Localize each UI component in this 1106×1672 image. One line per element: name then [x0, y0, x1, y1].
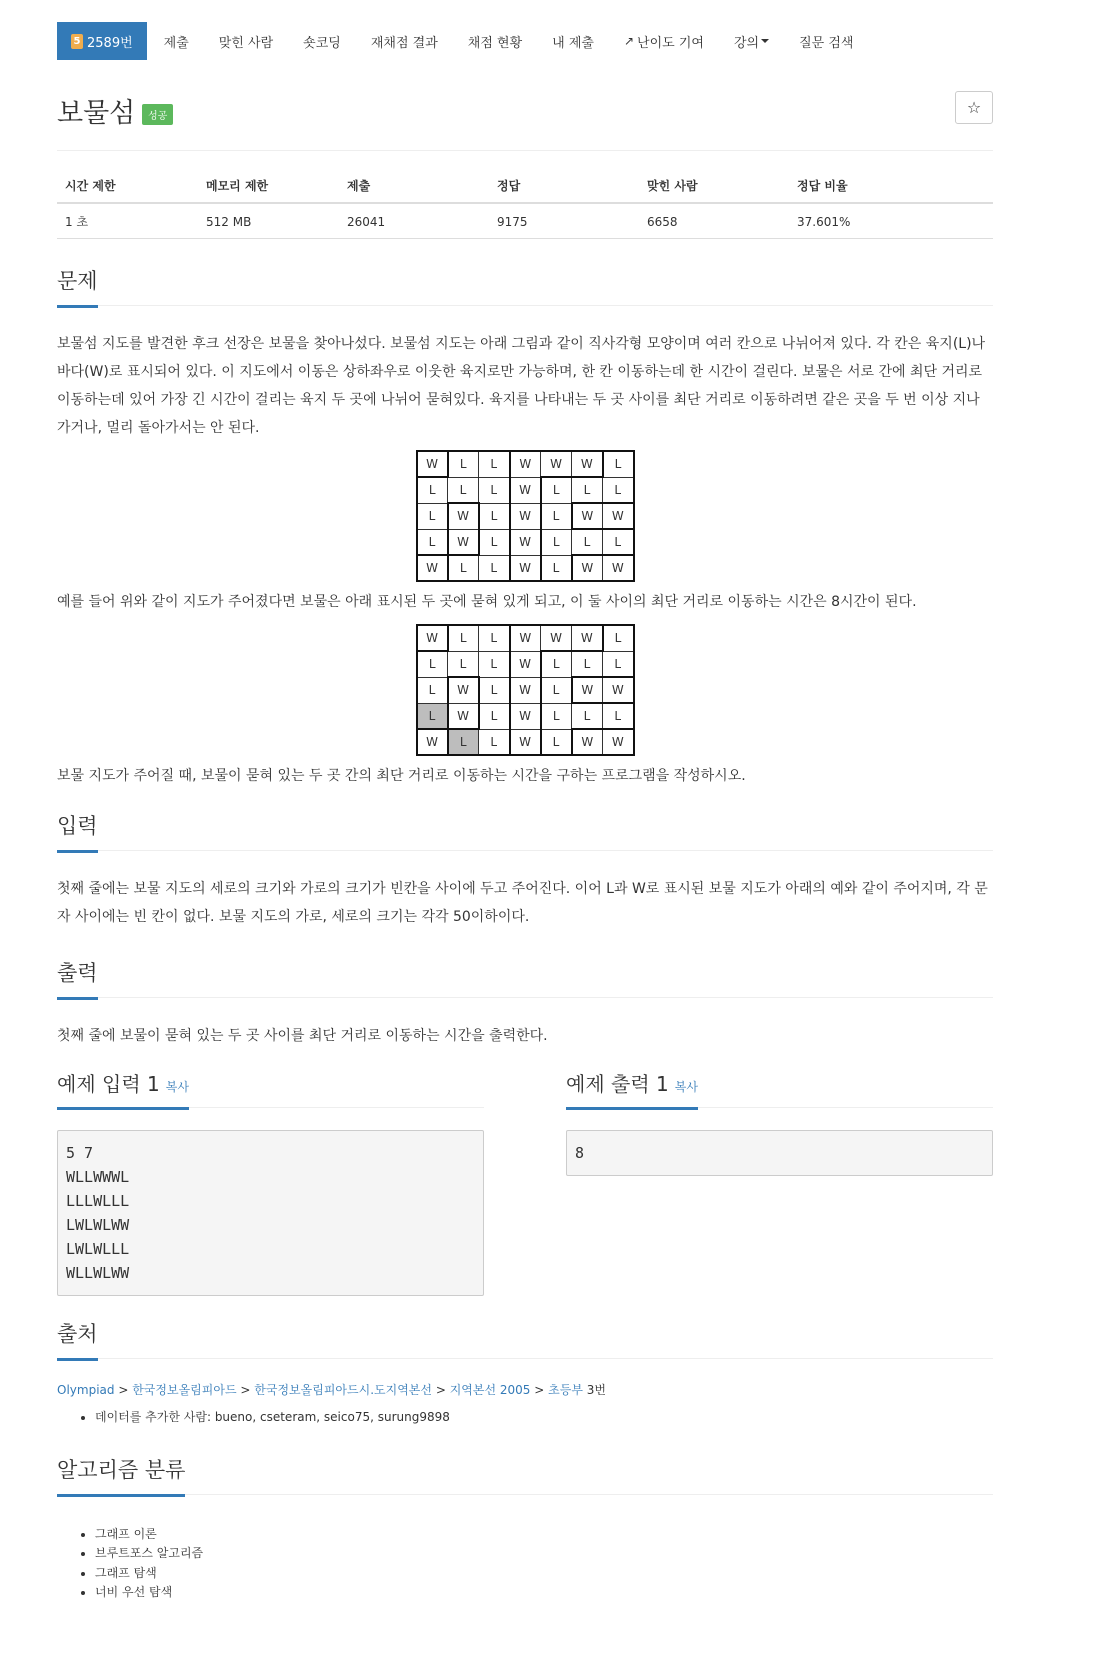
tab-status[interactable]: 채점 현황: [467, 35, 523, 51]
breadcrumb-separator: >: [118, 1383, 129, 1397]
map-cell: L: [603, 703, 634, 729]
map-cell: L: [572, 477, 603, 503]
map-grid-row: [417, 625, 634, 651]
info-value: 9175: [489, 203, 639, 239]
tab-questions[interactable]: 질문 검색: [799, 35, 854, 51]
info-value: 26041: [339, 203, 489, 239]
map-cell: W: [572, 677, 603, 703]
algorithm-tags: [95, 1525, 993, 1603]
info-value: 37.601%: [789, 203, 993, 239]
breadcrumb-separator: >: [435, 1383, 446, 1397]
tab-difficulty-label: 난이도 기여: [637, 35, 704, 51]
input-section-header: [57, 810, 993, 851]
map-cell: L: [541, 677, 572, 703]
map-cell: L: [448, 451, 479, 477]
problem-info-table: [57, 165, 993, 239]
map-cell: L: [479, 529, 510, 555]
map-cell: L: [572, 651, 603, 677]
map-grid-row: [417, 503, 634, 529]
source-breadcrumb: [57, 1381, 993, 1398]
map-cell: L: [417, 477, 448, 503]
info-value: 6658: [639, 203, 789, 239]
map-cell: L: [603, 625, 634, 651]
copy-output-button[interactable]: 복사: [674, 1080, 698, 1094]
sample-input-title: 예제 입력 1: [57, 1072, 160, 1096]
map-cell: W: [417, 555, 448, 581]
map-cell: L: [479, 477, 510, 503]
map-cell: L: [541, 651, 572, 677]
info-header: 정답 비율: [789, 165, 993, 203]
map-cell: L: [448, 625, 479, 651]
info-value-row: [57, 203, 993, 239]
map-cell: W: [510, 651, 541, 677]
map-cell: W: [510, 451, 541, 477]
map-cell: W: [448, 503, 479, 529]
section-title: 입력: [57, 810, 98, 853]
tab-submit[interactable]: 제출: [163, 35, 189, 51]
source-link-koi[interactable]: 한국정보올림피아드: [132, 1383, 237, 1397]
map-cell: W: [510, 625, 541, 651]
map-figure-1: [57, 450, 993, 582]
map-cell: L: [572, 703, 603, 729]
sample-output-title: 예제 출력 1: [566, 1072, 669, 1096]
map-cell: W: [448, 703, 479, 729]
source-link-2005[interactable]: 지역본선 2005: [449, 1383, 531, 1397]
map-cell: L: [448, 651, 479, 677]
map-cell: L: [479, 451, 510, 477]
page-title: 보물섬: [57, 98, 136, 129]
tab-problem[interactable]: [57, 22, 147, 60]
section-title: 알고리즘 분류: [57, 1454, 185, 1497]
map-cell: W: [510, 529, 541, 555]
info-header: 시간 제한: [57, 165, 198, 203]
info-header-row: [57, 165, 993, 203]
tab-short-coding[interactable]: 숏코딩: [303, 35, 341, 51]
data-contributors: [95, 1408, 993, 1428]
algorithm-tag[interactable]: • 너비 우선 탐색: [95, 1583, 993, 1603]
map-grid-row: [417, 477, 634, 503]
tab-solved-users[interactable]: 맞힌 사람: [218, 35, 274, 51]
map-cell: L: [541, 477, 572, 503]
map-cell: W: [417, 729, 448, 755]
map-cell: W: [417, 625, 448, 651]
map-cell: L: [448, 477, 479, 503]
map-cell: L: [603, 477, 634, 503]
section-title: 출력: [57, 957, 98, 1000]
map-cell: L: [479, 625, 510, 651]
example-description: 예를 들어 위와 같이 지도가 주어졌다면 보물은 아래 표시된 두 곳에 묻혀 있게 되고, 이 둘 사이의 최단 거리로 이동하는 시간은 8시간이 된다.: [57, 594, 917, 610]
map-cell: L: [479, 555, 510, 581]
algorithm-tag[interactable]: • 그래프 탐색: [95, 1564, 993, 1584]
breadcrumb-separator: >: [240, 1383, 251, 1397]
caret-down-icon: [761, 39, 769, 43]
tab-lectures[interactable]: [719, 22, 784, 60]
map-cell: L: [448, 555, 479, 581]
map-grid-highlighted: [416, 624, 635, 756]
sample-input: 5 7 WLLWWWL LLLWLLL LWLWLWW LWLWLLL WLLWLWW: [57, 1130, 484, 1296]
map-cell: L: [479, 677, 510, 703]
section-title: [57, 1068, 189, 1110]
sample-input-block: [57, 1068, 484, 1296]
external-link-icon: ↗: [623, 34, 635, 48]
map-grid-row: [417, 451, 634, 477]
algorithm-section-header: [57, 1454, 993, 1495]
map-cell: L: [479, 729, 510, 755]
map-cell: L: [417, 677, 448, 703]
output-section-header: [57, 957, 993, 998]
map-grid-row: [417, 529, 634, 555]
map-cell: L: [541, 529, 572, 555]
map-cell: W: [572, 729, 603, 755]
map-cell: W: [572, 503, 603, 529]
map-cell: L: [603, 529, 634, 555]
map-cell: W: [572, 625, 603, 651]
map-cell: W: [510, 729, 541, 755]
problem-section-header: [57, 265, 993, 306]
map-cell: W: [448, 677, 479, 703]
copy-input-button[interactable]: 복사: [165, 1080, 189, 1094]
info-header: 맞힌 사람: [639, 165, 789, 203]
map-cell: W: [448, 529, 479, 555]
map-cell: L: [541, 729, 572, 755]
map-grid-row: [417, 703, 634, 729]
info-header: 제출: [339, 165, 489, 203]
map-cell: L: [417, 703, 448, 729]
map-cell: L: [572, 529, 603, 555]
tier-badge-icon: 5: [71, 34, 83, 49]
title-row: [57, 71, 993, 151]
problem-number: 2589번: [87, 35, 133, 51]
map-cell: L: [417, 651, 448, 677]
info-header: 메모리 제한: [198, 165, 339, 203]
algorithm-tag[interactable]: • 그래프 이론: [95, 1525, 993, 1545]
map-cell: W: [541, 625, 572, 651]
map-cell: W: [603, 729, 634, 755]
map-cell: W: [603, 555, 634, 581]
map-cell: W: [510, 503, 541, 529]
problem-nav: [57, 11, 993, 71]
map-cell: W: [541, 451, 572, 477]
map-cell: L: [417, 529, 448, 555]
output-description: 첫째 줄에 보물이 묻혀 있는 두 곳 사이를 최단 거리로 이동하는 시간을 출력한다.: [57, 1028, 548, 1044]
source-link-elementary[interactable]: 초등부: [548, 1383, 583, 1397]
map-cell: L: [479, 503, 510, 529]
breadcrumb-separator: >: [534, 1383, 545, 1397]
status-badge: 성공: [142, 104, 173, 125]
map-grid: [416, 450, 635, 582]
sample-input-header: [57, 1068, 484, 1108]
info-header: 정답: [489, 165, 639, 203]
map-cell: W: [417, 451, 448, 477]
map-cell: L: [417, 503, 448, 529]
map-cell: W: [510, 677, 541, 703]
map-cell: W: [510, 555, 541, 581]
sample-output-header: [566, 1068, 993, 1108]
map-cell: L: [541, 703, 572, 729]
map-cell: L: [541, 555, 572, 581]
source-problem-index: 3번: [586, 1383, 606, 1397]
map-cell: W: [572, 451, 603, 477]
tab-my-submissions[interactable]: 내 제출: [552, 35, 594, 51]
map-cell: W: [572, 555, 603, 581]
map-cell: W: [603, 503, 634, 529]
map-cell: L: [448, 729, 479, 755]
map-grid-row: [417, 555, 634, 581]
tab-difficulty[interactable]: [609, 22, 719, 60]
tab-rejudge[interactable]: 재채점 결과: [370, 35, 438, 51]
info-value: 512 MB: [198, 203, 339, 239]
problem-description: 보물섬 지도를 발견한 후크 선장은 보물을 찾아나섰다. 보물섬 지도는 아래 그림과 같이 직사각형 모양이며 여러 칸으로 나뉘어져 있다. 각 칸은 육지(L)나 바다(W)로 표시되어 있다. 이 지도에서 이동은 상하좌우로 이웃한 육지로만 가능하며, 한 칸 이동하는데 한 시간이 걸린다. 보물은 서로 간에 최단 거리로 이동하는데 있어 가장 긴 시간이 걸리는 육지 두 곳에 나뉘어 묻혀있다. 육지를 나타내는 두 곳 사이를 최단 거리로 이동하려면 같은 곳을 두 번 이상 지나가거나, 멀리 돌아가서는 안 된다.: [57, 336, 986, 436]
map-cell: W: [510, 703, 541, 729]
map-cell: W: [510, 477, 541, 503]
section-title: 출처: [57, 1318, 98, 1361]
map-grid-row: [417, 729, 634, 755]
page: [57, 0, 993, 1603]
map-cell: W: [603, 677, 634, 703]
map-figure-2: [57, 624, 993, 756]
map-grid-row: [417, 651, 634, 677]
samples: [57, 1068, 993, 1296]
sample-output-block: [566, 1068, 993, 1296]
input-description: 첫째 줄에는 보물 지도의 세로의 크기와 가로의 크기가 빈칸을 사이에 두고 주어진다. 이어 L과 W로 표시된 보물 지도가 아래의 예와 같이 주어지며, 각 문자 사이에는 빈 칸이 없다. 보물 지도의 가로, 세로의 크기는 각각 50이하이다.: [57, 881, 988, 925]
sample-output: 8: [566, 1130, 993, 1176]
algorithm-tag[interactable]: • 브루트포스 알고리즘: [95, 1544, 993, 1564]
map-cell: L: [479, 703, 510, 729]
source-link-regional[interactable]: 한국정보올림피아드시.도지역본선: [254, 1383, 432, 1397]
source-link-olympiad[interactable]: Olympiad: [57, 1383, 115, 1397]
list-item: • 데이터를 추가한 사람: bueno, cseteram, seico75, surung9898: [95, 1408, 993, 1428]
map-cell: L: [479, 651, 510, 677]
info-value: 1 초: [57, 203, 198, 239]
map-grid-row: [417, 677, 634, 703]
source-section-header: [57, 1318, 993, 1359]
task-description: 보물 지도가 주어질 때, 보물이 묻혀 있는 두 곳 간의 최단 거리로 이동하는 시간을 구하는 프로그램을 작성하시오.: [57, 768, 746, 784]
map-cell: L: [603, 451, 634, 477]
favorite-button[interactable]: [955, 91, 993, 124]
tab-lectures-label: 강의: [733, 35, 760, 51]
section-title: 문제: [57, 265, 98, 308]
star-icon: ☆: [966, 98, 982, 117]
section-title: [566, 1068, 698, 1110]
map-cell: L: [541, 503, 572, 529]
map-cell: L: [603, 651, 634, 677]
